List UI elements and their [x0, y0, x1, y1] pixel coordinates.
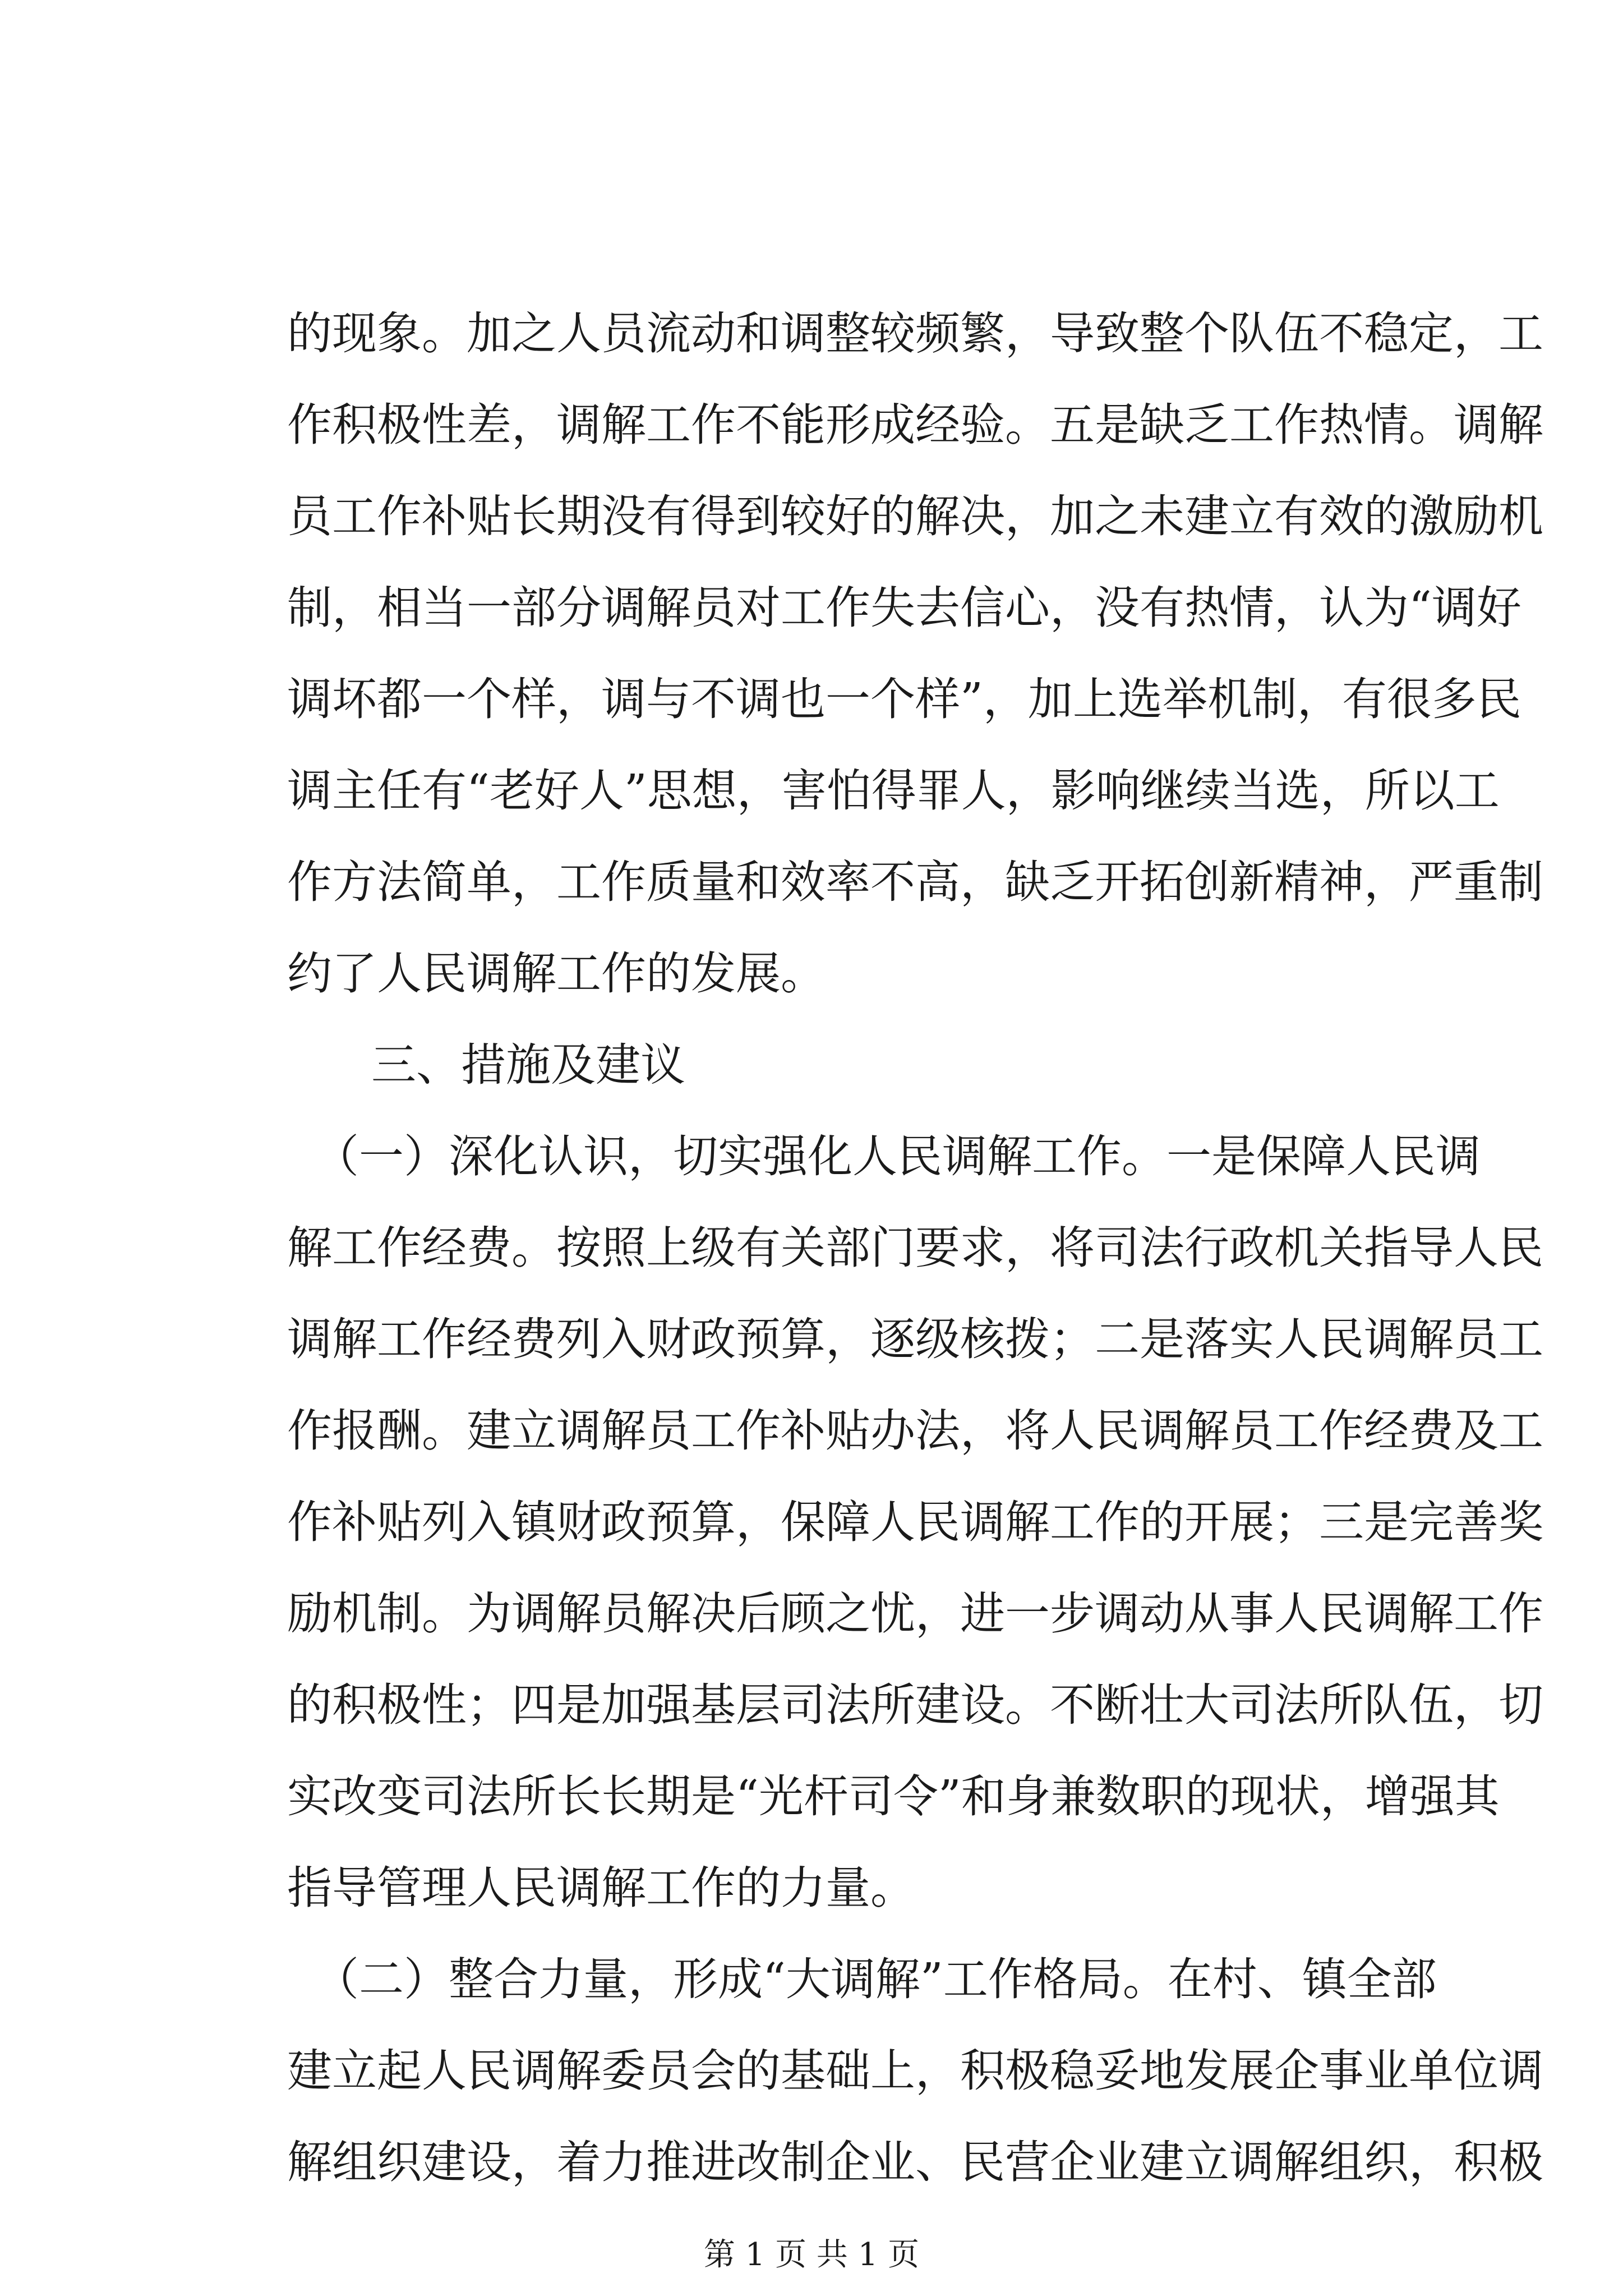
text-line: 调坏都一个样，调与不调也一个样”，加上选举机制，有很多民: [287, 673, 1521, 725]
section-heading: 三、措施及建议: [371, 1039, 685, 1091]
text-line: 解组织建设，着力推进改制企业、民营企业建立调解组织，积极: [287, 2136, 1543, 2188]
text-line: 实改变司法所长长期是“光杆司令”和身兼数职的现状，增强其: [287, 1770, 1500, 1823]
text-line: 励机制。为调解员解决后顾之忧，进一步调动从事人民调解工作: [287, 1588, 1543, 1640]
text-line: 员工作补贴长期没有得到较好的解决，加之未建立有效的激励机: [287, 490, 1543, 542]
paragraph-heading: （一）深化认识，切实强化人民调解工作。一是保障人民调: [314, 1130, 1481, 1182]
text-line: 作补贴列入镇财政预算，保障人民调解工作的开展；三是完善奖: [287, 1496, 1543, 1548]
page-footer: 第 1 页 共 1 页: [703, 2237, 920, 2273]
text-line: 建立起人民调解委员会的基础上，积极稳妥地发展企事业单位调: [287, 2045, 1543, 2097]
text-line: 作积极性差，调解工作不能形成经验。五是缺乏工作热情。调解: [287, 399, 1543, 451]
paragraph-heading: （二）整合力量，形成“大调解”工作格局。在村、镇全部: [314, 1953, 1437, 2005]
text-line: 作方法简单，工作质量和效率不高，缺乏开拓创新精神，严重制: [287, 856, 1543, 908]
text-line: 作报酬。建立调解员工作补贴办法，将人民调解员工作经费及工: [287, 1405, 1543, 1457]
text-line: 的现象。加之人员流动和调整较频繁，导致整个队伍不稳定，工: [287, 307, 1543, 360]
text-line: 制，相当一部分调解员对工作失去信心，没有热情，认为“调好: [287, 582, 1521, 634]
text-line: 指导管理人民调解工作的力量。: [287, 1862, 915, 1914]
text-line: 解工作经费。按照上级有关部门要求，将司法行政机关指导人民: [287, 1222, 1543, 1274]
text-line: 约了人民调解工作的发展。: [287, 947, 826, 1000]
text-line: 调主任有“老好人”思想，害怕得罪人，影响继续当选，所以工: [287, 765, 1500, 817]
text-line: 调解工作经费列入财政预算，逐级核拨；二是落实人民调解员工: [287, 1313, 1543, 1365]
text-line: 的积极性；四是加强基层司法所建设。不断壮大司法所队伍，切: [287, 1679, 1543, 1731]
